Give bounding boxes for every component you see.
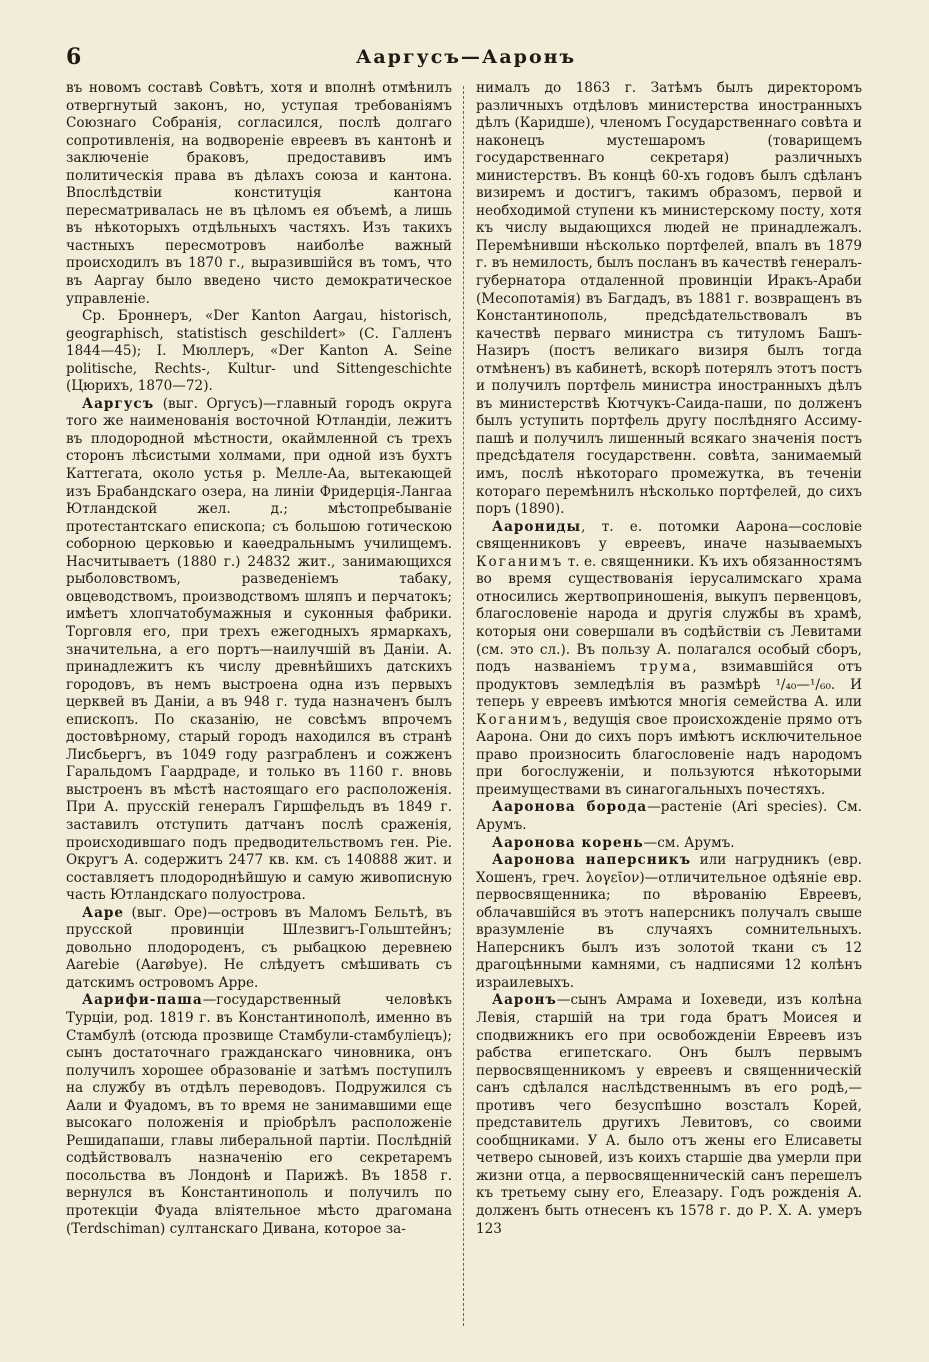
entry-aaron [476, 992, 862, 1238]
entry-aaron-beard [476, 799, 862, 834]
entry-body: т. е. священники. Къ ихъ обязанностямъ во время существованія іерусалимскаго храма относились жертвоприношенія, выкупъ первенцовъ, благословеніе народа и другія службы въ храмѣ, которыя они совершали въ содѣйствіи съ Левитами (см. это сл.). Въ пользу А. полагался особый сборъ, подъ названіемъ [476, 553, 862, 676]
entry-aaron-breastplate [476, 852, 862, 992]
entry-body: (выг. Оргусъ)—главный городъ округа того же наименованія восточной Ютландіи, лежитъ въ плодородной мѣстности, окаймленной съ трехъ сторонъ лѣсистыми холмами, при одной изъ бухтъ Каттегата, около устья р. Мелле-Аа, вытекающей изъ Брабандскаго озера, на линіи Фридерція-Лангаа Ютландской жел. д.; мѣстопребываніе протестантскаго епископа; съ большою готическою соборною церковью и каѳедральнымъ училищемъ. Насчитываетъ (1880 г.) 24832 жит., занимающихся рыболовствомъ, разведеніемъ табаку, овцеводствомъ, производствомъ шляпъ и перчатокъ; имѣетъ хлопчатобумажныя и суконныя фабрики. Торговля его, при трехъ ежегодныхъ ярмаркахъ, значительна, а его портъ—наилучшій въ Даніи. А. принадлежитъ къ числу древнѣйшихъ датскихъ городовъ, въ немъ выстроена одна изъ первыхъ церквей въ Даніи, а въ 948 г. туда назначенъ былъ епископъ. По сказанію, не совсѣмъ впрочемъ достовѣрному, старый городъ находился въ странѣ Лисбьергъ, въ 1049 году разграбленъ и сожженъ Гаральдомъ Гаардраде, и только въ 1160 г. вновь выстроенъ въ мѣстѣ настоящаго его расположенія. При А. прусскій генералъ Гиршфельдъ въ 1849 г. заставилъ отступить датчанъ послѣ сраженія, происходившаго подъ предводительствомъ ген. Ріе. Округъ А. содержитъ 2477 кв. км. съ 140888 жит. и составляетъ плодороднѣйшую и самую живописную часть Ютландскаго полуострова. [66, 395, 452, 904]
entry-headword: Ааргусъ [82, 395, 155, 412]
entry-headword: Аарониды [492, 518, 582, 535]
right-column [476, 80, 862, 1342]
article-continuation: въ новомъ составѣ Совѣтъ, хотя и вполнѣ отмѣнилъ отвергнутый законъ, но, уступая требованіямъ Союзнаго Собранія, согласился, послѣ долгаго сопротивленія, на водвореніе евреевъ въ кантонѣ и заключеніе браковъ, предоставивъ имъ политическія права въ дѣлахъ союза и кантона. Впослѣдствіи конституція кантона пересматривалась не въ цѣломъ ея объемѣ, а лишь въ нѣкоторыхъ отдѣльныхъ частяхъ. Изъ такихъ частныхъ пересмотровъ наиболѣе важный происходилъ въ 1870 г., выразившійся въ томъ, что въ Ааргау было введено чисто демократическое управленіе. [66, 80, 452, 307]
entry-body: —см. Арумъ. [643, 834, 735, 851]
entry-aaronids [476, 519, 862, 800]
entry-aaron-root [476, 835, 862, 853]
entry-body: или нагрудникъ (евр. Хошенъ, греч. λογεῖον)—отличительное одѣяніе евр. первосвященника; по вѣрованію Евреевъ, облачавшійся въ этотъ наперсникъ получалъ свыше вразумленіе въ случаяхъ сомнительныхъ. Наперсникъ былъ изъ золотой ткани съ 12 драгоцѣнными камнями, съ надписями 12 колѣнъ израилевыхъ. [476, 852, 862, 991]
entry-headword: Ааронова борода [492, 799, 648, 816]
column-divider [463, 86, 464, 1326]
entry-headword: Ааронъ [492, 992, 557, 1009]
entry-body: —государственный человѣкъ Турціи, род. 1819 г. въ Константинополѣ, именно въ Стамбулѣ (отсюда прозвище Стамбули-стамбуліецъ); сынъ достаточнаго гражданскаго чиновника, онъ получилъ хорошее образованіе и затѣмъ поступилъ на службу въ отдѣлъ переводовъ. Подружился съ Аали и Фуадомъ, въ то время не занимавшими еще высокаго положенія и пріобрѣлъ расположеніе Решидапаши, главы либеральной партіи. Послѣдній содѣйствовалъ назначенію его секретаремъ посольства въ Лондонѣ и Парижѣ. Въ 1858 г. вернулся въ Константинополь и получилъ по протекціи Фуада вліятельное мѣсто драгомана (Terdschiman) султанскаго Дивана, которое за- [66, 992, 452, 1237]
article-continuation: нималъ до 1863 г. Затѣмъ былъ директоромъ различныхъ отдѣловъ министерства иностранныхъ дѣлъ (Каридше), членомъ Государственнаго совѣта и наконецъ мустешаромъ (товарищемъ государственнаго секретаря) различныхъ министерствъ. Въ концѣ 60-хъ годовъ былъ сдѣланъ визиремъ и достигъ, такимъ образомъ, первой и необходимой ступени къ министерскому посту, хотя къ числу выдающихся людей не принадлежалъ. Перемѣнивши нѣсколько портфелей, впалъ въ 1879 г. въ немилость, былъ посланъ въ качествѣ генералъ-губернатора отдаленной провинціи Иракъ-Араби (Месопотамія) въ Багдадъ, въ 1881 г. возвращенъ въ Константинополь, предсѣдательствовалъ въ качествѣ перваго министра съ титуломъ Башъ-Назиръ (постъ великаго визиря былъ тогда отмѣненъ) въ кабинетѣ, вскорѣ потерялъ этотъ постъ и получилъ портфель министра иностранныхъ дѣлъ въ министерствѣ Кютчукъ-Саида-паши, по долженъ былъ уступить портфель другу послѣдняго Ассиму-пашѣ и получилъ лишенный всякаго значенія постъ предсѣдателя государственн. совѣта, занимаемый имъ, послѣ нѣкотораго промежутка, въ теченіи котораго перемѣнилъ нѣсколько портфелей, до сихъ поръ (1890). [476, 80, 862, 518]
entry-body: —растеніе (Ari species). См. Арумъ. [476, 799, 862, 833]
entry-headword: Ааре [82, 904, 125, 921]
term-koganim: Коганимъ [476, 711, 564, 728]
left-column [66, 80, 452, 1342]
page-header [66, 44, 866, 74]
entry-headword: Аарифи-паша [82, 992, 203, 1009]
term-truma: трума [639, 659, 693, 676]
entry-body: , ведущія свое происхожденіе прямо отъ Аарона. Они до сихъ поръ имѣютъ исключительное право произносить благословеніе надъ народомъ при богослуженіи, и пользуются нѣкоторыми преимуществами въ синагогальныхъ почестяхъ. [476, 711, 862, 798]
page-number: 6 [66, 44, 82, 70]
entry-body: —сынъ Амрама и Іохеведи, изъ колѣна Левія, старшій на три года братъ Моисея и сподвижникъ его при освобожденіи Евреевъ изъ рабства египетскаго. Онъ былъ первымъ первосвященникомъ у евреевъ и священническій санъ сдѣлался наслѣдственнымъ въ его родѣ,—противъ чего безуспѣшно возсталъ Корей, представитель другихъ Левитовъ, со своими сообщниками. У А. было отъ жены его Елисаветы четверо сыновей, изъ коихъ старшіе два умерли при жизни отца, а первосвященническій санъ перешелъ къ третьему сыну его, Елеазару. Годъ рожденія А. долженъ быть отнесенъ къ 1578 г. до Р. Х. А. умеръ 123 [476, 992, 862, 1237]
entry-body: (выг. Оре)—островъ въ Маломъ Бельтѣ, въ прусской провинціи Шлезвигъ-Гольштейнъ; довольно плодороденъ, съ рыбацкою деревнею Aarebie (Aarøbye). Не слѣдуетъ смѣшивать съ датскимъ островомъ Арре. [66, 904, 452, 991]
entry-arifi-pasha [66, 992, 452, 1238]
term-kohanim: Коганимъ [476, 553, 564, 570]
entry-body: , взимавшійся отъ продуктовъ земледѣлія въ размѣрѣ ¹/₄₀—¹/₆₀. И теперь у евреевъ имѣются многія семейства А. или [476, 659, 862, 711]
running-head: Ааргусъ—Ааронъ [355, 46, 577, 68]
bibliography-paragraph: Ср. Броннеръ, «Der Kanton Aargau, historisch, geographisch, statistisch geschildert» (С. Галленъ 1844—45); І. Мюллеръ, «Der Kanton A. Seine politische, Rechts-, Kultur- und Sittengeschichte (Цюрихъ, 1870—72). [66, 308, 452, 395]
entry-aaro [66, 905, 452, 993]
entry-headword: Ааронова корень [492, 834, 644, 851]
entry-aarhus [66, 396, 452, 905]
entry-body: , т. е. потомки Аарона—сословіе священниковъ у евреевъ, иначе называемыхъ [476, 518, 862, 553]
entry-headword: Ааронова наперсникъ [492, 852, 692, 869]
